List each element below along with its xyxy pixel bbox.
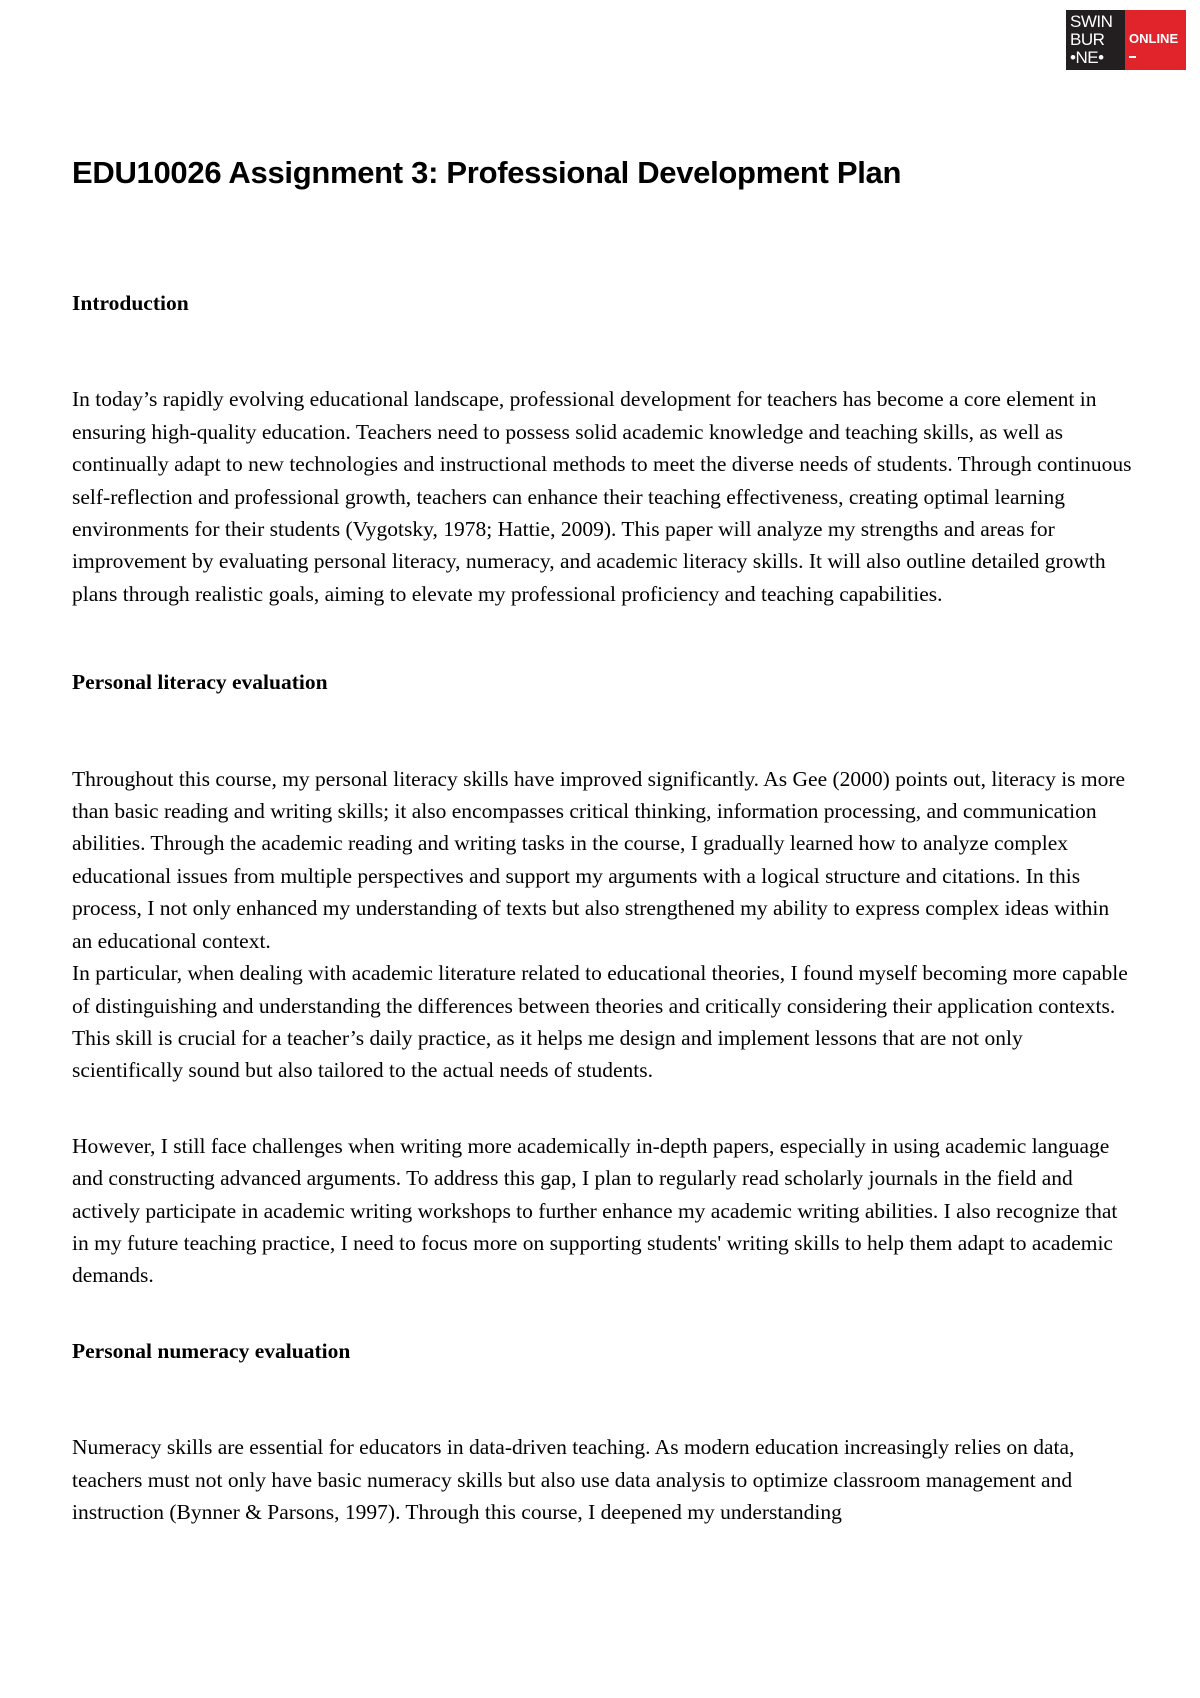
section-heading-literacy: Personal literacy evaluation (72, 670, 328, 695)
logo-line-3: •NE• (1070, 48, 1104, 67)
document-body (72, 287, 1132, 1528)
logo-online-text: ONLINE (1129, 31, 1179, 46)
intro-paragraph: In today’s rapidly evolving educational landscape, professional development for teachers has become a core element in ensuring high-quality education. Teachers need to possess solid academic knowledge and teaching skills, as well as continually adapt to new technologies and instructional methods to meet the diverse needs of students. Through continuous self-reflection and professional growth, teachers can enhance their teaching effectiveness, creating optimal learning environments for their students (Vygotsky, 1978; Hattie, 2009). This paper will analyze my strengths and areas for improvement by evaluating personal literacy, numeracy, and academic literacy skills. It will also outline detailed growth plans through realistic goals, aiming to elevate my professional proficiency and teaching capabilities. (72, 387, 1132, 606)
numeracy-paragraph-1: Numeracy skills are essential for educators in data-driven teaching. As modern education increasingly relies on data, teachers must not only have basic numeracy skills but also use data analysis to optimize classroom management and instruction (Bynner & Parsons, 1997). Through this course, I deepened my understanding (72, 1435, 1075, 1524)
section-heading-numeracy: Personal numeracy evaluation (72, 1338, 351, 1363)
swinburne-online-logo (1066, 10, 1186, 70)
logo-wordmark (1066, 10, 1125, 70)
literacy-paragraph-3: However, I still face challenges when writing more academically in-depth papers, especially in using academic language and constructing advanced arguments. To address this gap, I plan to regularly read scholarly journals in the field and actively participate in academic writing workshops to further enhance my academic writing abilities. I also recognize that in my future teaching practice, I need to focus more on supporting students' writing skills to help them adapt to academic demands. (72, 1133, 1118, 1288)
document-title: EDU10026 Assignment 3: Professional Development Plan (72, 155, 902, 190)
literacy-paragraph-2: In particular, when dealing with academic literature related to educational theories, I found myself becoming more capable of distinguishing and understanding the differences between theories and critically considering their application contexts. This skill is crucial for a teacher’s daily practice, as it helps me design and implement lessons that are not only scientifically sound but also tailored to the actual needs of students. (72, 961, 1128, 1083)
logo-line-1: SWIN (1070, 12, 1113, 31)
section-heading-introduction: Introduction (72, 291, 189, 315)
logo-line-2: BUR (1070, 30, 1105, 49)
literacy-paragraph-1: Throughout this course, my personal literacy skills have improved significantly. As Gee (2000) points out, literacy is more than basic reading and writing skills; it also encompasses critical thinking, information processing, and communication abilities. Through the academic reading and writing tasks in the course, I gradually learned how to analyze complex educational issues from multiple perspectives and support my arguments with a logical structure and citations. In this process, I not only enhanced my understanding of texts but also strengthened my ability to express complex ideas within an educational context. (72, 766, 1126, 953)
logo-online-badge (1125, 10, 1186, 70)
